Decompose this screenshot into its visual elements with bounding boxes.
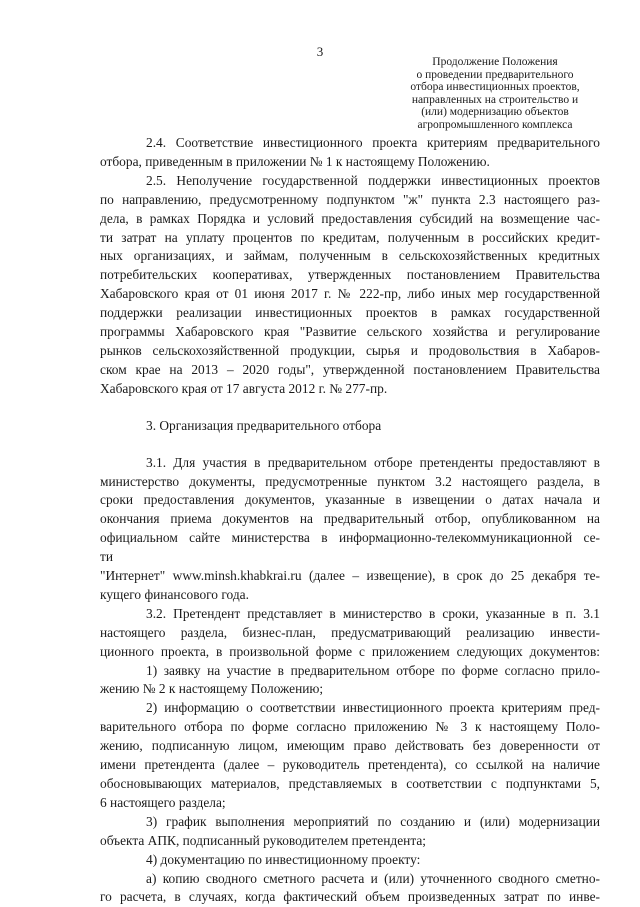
text-line: жению, подписанную лицом, имеющим право действовать без доверенности от <box>100 738 600 754</box>
paragraph-gap <box>100 399 600 417</box>
header-line: Продолжение Положения <box>432 56 558 68</box>
header-line: (или) модернизацию объектов <box>421 106 569 118</box>
text-line: ных организациях, и займам, полученным в сельскохозяйственных кредитных <box>100 248 600 264</box>
text-line: 2.5. Неполучение государственной поддержки инвестиционных проектов <box>146 172 600 188</box>
document-body <box>100 134 600 907</box>
text-line: дела, в рамках Порядка и условий предоставления субсидий на возмещение час- <box>100 210 600 226</box>
text-line: обосновывающих материалов, представляемых в соответствии с подпунктами 5, <box>100 776 600 791</box>
text-line: жению № 2 к настоящему Положению; <box>100 681 324 697</box>
header-line: о проведении предварительного <box>416 68 574 81</box>
text-line: имени претендента (далее – руководитель претендента), со ссылкой на наличие <box>100 757 600 773</box>
page-number: 3 <box>316 44 324 59</box>
text-line: 3.1. Для участия в предварительном отборе претенденты предоставляют в <box>146 454 600 470</box>
text-line: ционного проекта, в произвольной форме с приложением следующих документов: <box>100 643 600 659</box>
text-line: поддержки реализации инвестиционных проектов в рамках государственной <box>100 305 600 321</box>
section-heading: 3. Организация предварительного отбора <box>146 417 382 433</box>
text-line: объекта АПК, подписанный руководителем претендента; <box>100 832 427 848</box>
paragraph-gap <box>100 436 600 454</box>
text-line: 4) документацию по инвестиционному проекту: <box>146 851 421 867</box>
text-line: а) копию сводного сметного расчета и (или) уточненного сводного сметно- <box>146 870 600 886</box>
text-line: 2) информацию о соответствии инвестиционного проекта критериям пред- <box>146 700 600 716</box>
header-line: направленных на строительство и <box>411 93 579 106</box>
text-line: 1) заявку на участие в предварительном отборе по форме согласно прило- <box>146 662 600 678</box>
text-line: 6 настоящего раздела; <box>100 794 226 810</box>
text-line: варительного отбора по форме согласно приложению № 3 к настоящему Поло- <box>100 719 600 735</box>
text-line: го расчета, в случаях, когда фактический объем произведенных затрат по инве- <box>100 889 600 905</box>
text-line: официальном сайте министерства в информационно-телекоммуникационной се- <box>100 530 600 546</box>
text-line: сроки предоставления документов, указанные в извещении о датах начала и <box>100 492 600 508</box>
text-line: 3) график выполнения мероприятий по созданию и (или) модернизации <box>146 813 600 829</box>
text-line: настоящего раздела, бизнес-план, предусматривающий реализацию инвести- <box>100 624 600 640</box>
text-line: 2.4. Соответствие инвестиционного проекта критериям предварительного <box>146 135 600 150</box>
text-line: окончания приема документов на предварительный отбор, опубликованном на <box>100 511 600 527</box>
text-line: потребительских кооперативах, утвержденных постановлением Правительства <box>100 267 600 283</box>
text-line: по направлению, предусмотренному подпунктом "ж" пункта 2.3 настоящего раз- <box>100 191 600 207</box>
text-line: ти затрат на уплату процентов по кредитам, полученным в российских кредит- <box>100 229 600 245</box>
text-line: 3.2. Претендент представляет в министерство в сроки, указанные в п. 3.1 <box>146 605 600 621</box>
text-line: "Интернет" www.minsh.khabkrai.ru (далее – извещение), в срок до 25 декабря те- <box>100 568 600 584</box>
text-line: программы Хабаровского края "Развитие сельского хозяйства и регулирование <box>100 324 600 340</box>
text-line: рынков сельскохозяйственной продукции, сырья и продовольствия в Хабаров- <box>100 342 600 358</box>
text-line: ском крае на 2013 – 2020 годы", утвержденной постановлением Правительства <box>100 361 600 377</box>
text-line: министерство документы, предусмотренные пунктом 3.2 настоящего раздела, в <box>100 473 600 489</box>
text-line: Хабаровского края от 01 июня 2017 г. № 222-пр, либо иных мер государственной <box>100 286 600 302</box>
header-block <box>390 56 600 131</box>
text-line: Хабаровского края от 17 августа 2012 г. № 277-пр. <box>100 380 388 396</box>
text-line: ти <box>100 549 114 565</box>
header-line: агропромышленного комплекса <box>417 118 573 131</box>
header-line: отбора инвестиционных проектов, <box>410 81 580 93</box>
text-line: отбора, приведенным в приложении № 1 к настоящему Положению. <box>100 153 490 169</box>
text-line: кущего финансового года. <box>100 586 249 602</box>
